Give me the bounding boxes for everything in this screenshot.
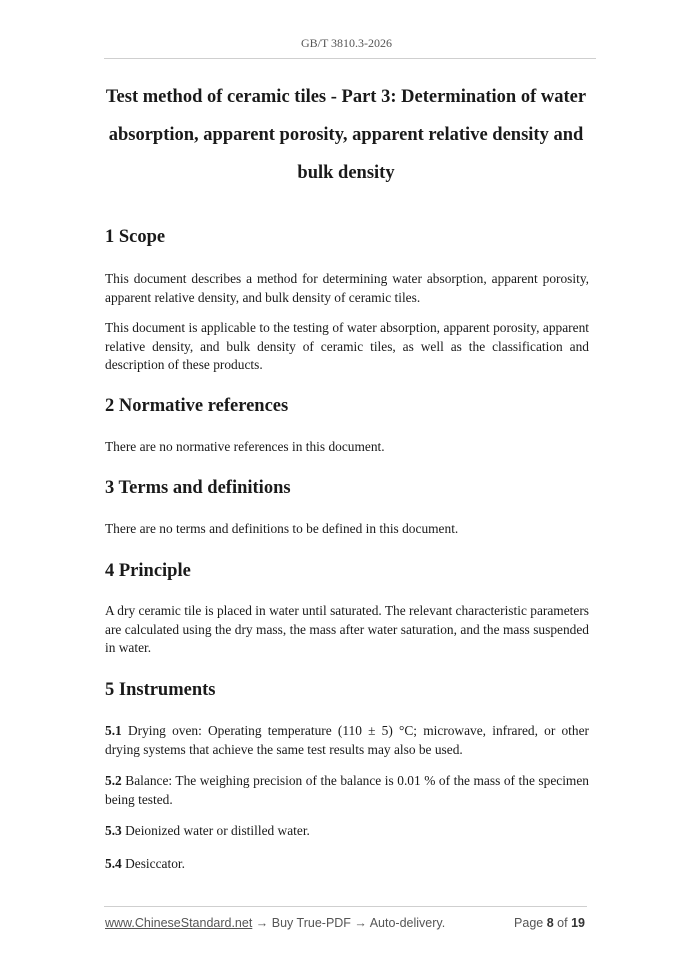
page-indicator <box>514 916 585 930</box>
heading-principle: 4 Principle <box>105 561 191 581</box>
item-text: Balance: The weighing precision of the balance is 0.01 % of the mass of the specimen being tested. <box>105 773 589 807</box>
item-number: 5.4 <box>105 856 122 871</box>
heading-normative-references: 2 Normative references <box>105 396 289 416</box>
scope-paragraph-1: This document describes a method for determining water absorption, apparent porosity, apparent relative density, and bulk density of ceramic tiles. <box>105 271 589 305</box>
title-line-3: bulk density <box>297 163 395 183</box>
item-number: 5.2 <box>105 773 122 788</box>
item-text: Deionized water or distilled water. <box>121 823 310 838</box>
terms-paragraph: There are no terms and definitions to be defined in this document. <box>105 521 459 536</box>
document-title <box>96 78 596 192</box>
instrument-item-5-1 <box>105 722 589 759</box>
title-line-2: absorption, apparent porosity, apparent relative density and <box>108 125 584 145</box>
principle-paragraph: A dry ceramic tile is placed in water until saturated. The relevant characteristic parameters are calculated using the dry mass, the mass after water saturation, and the mass suspended in water. <box>105 603 589 655</box>
footer-tagline: → Buy True-PDF → Auto-delivery. <box>252 916 446 930</box>
item-text: Drying oven: Operating temperature (110 ± 5) °C; microwave, infrared, or other drying systems that achieve the same test results may also be used. <box>105 723 589 757</box>
instrument-item-5-4 <box>105 855 589 874</box>
item-number: 5.1 <box>105 723 122 738</box>
item-number: 5.3 <box>105 823 122 838</box>
normative-paragraph: There are no normative references in this document. <box>105 439 385 454</box>
footer-divider <box>104 906 587 907</box>
title-line-1: Test method of ceramic tiles - Part 3: Determination of water <box>105 87 587 107</box>
instrument-item-5-3 <box>105 822 589 841</box>
page-footer <box>105 916 585 930</box>
heading-scope: 1 Scope <box>105 227 166 247</box>
item-text: Desiccator. <box>121 856 185 871</box>
header-divider <box>104 58 596 59</box>
heading-terms-definitions: 3 Terms and definitions <box>105 478 291 498</box>
page-current: 8 <box>546 916 554 930</box>
heading-instruments: 5 Instruments <box>105 680 216 700</box>
page-label: Page <box>514 916 544 930</box>
instrument-item-5-2 <box>105 772 589 809</box>
website-link[interactable]: www.ChineseStandard.net <box>105 916 253 930</box>
document-code-header: GB/T 3810.3-2026 <box>300 36 393 50</box>
page-total: 19 <box>571 916 585 930</box>
scope-paragraph-2: This document is applicable to the testing of water absorption, apparent porosity, apparent relative density, and bulk density of ceramic tiles, as well as the classification and description of these products. <box>105 320 589 372</box>
page-of: of <box>557 916 568 930</box>
